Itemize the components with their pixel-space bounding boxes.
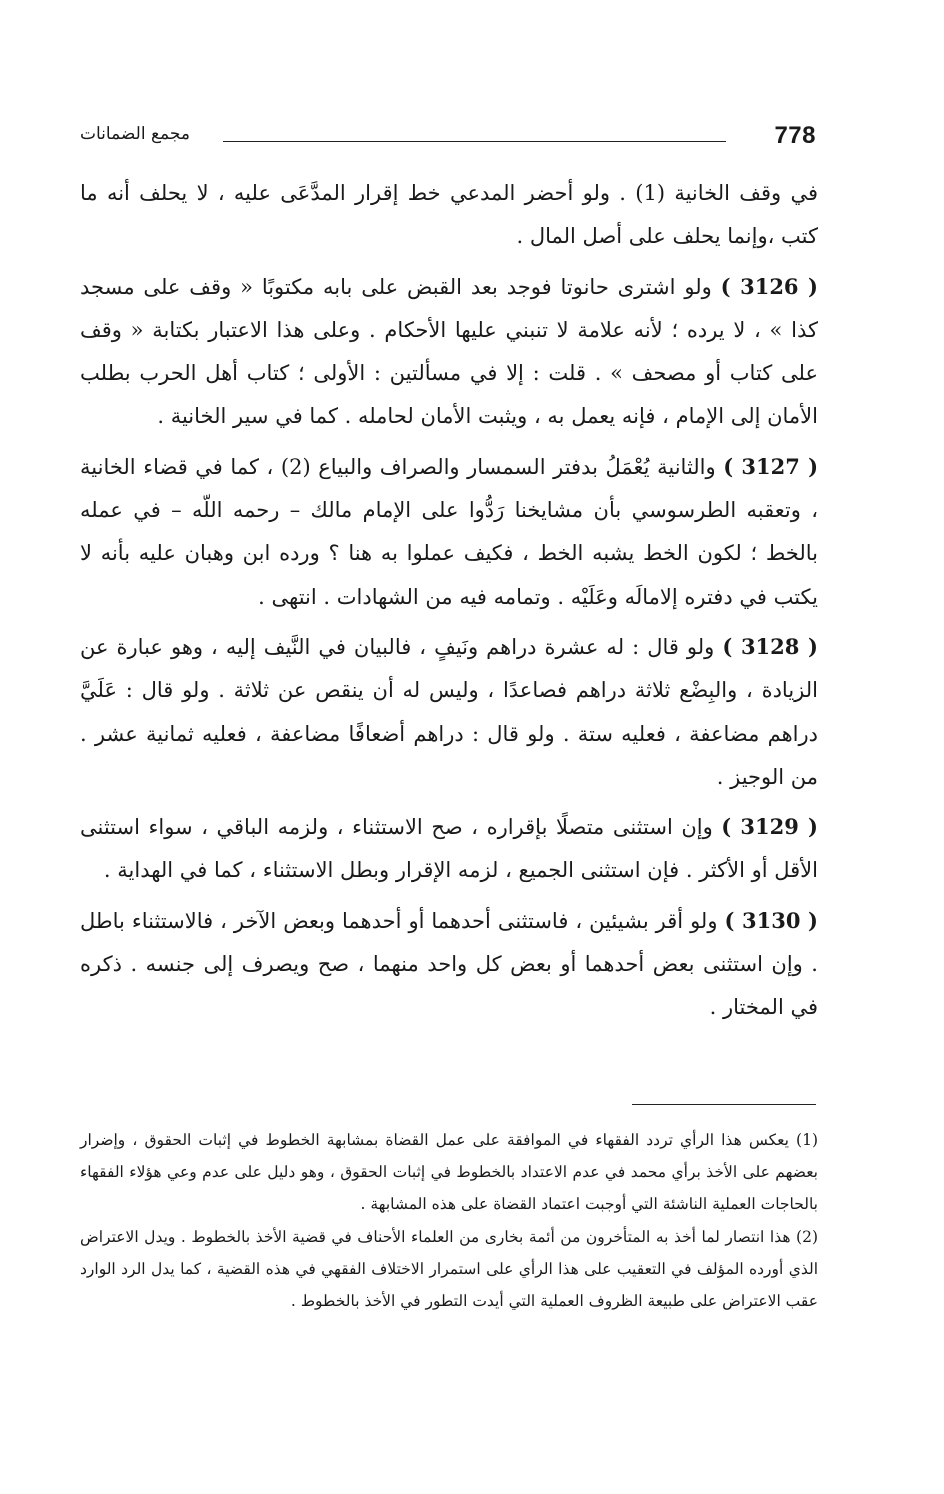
paragraph-text: في وقف الخانية (1) . ولو أحضر المدعي خط إقرار المدَّعَى عليه ، لا يحلف أنه ما كتب ،وإنما يحلف على أصل المال . [80, 181, 818, 249]
paragraph-number: ( 3128 ) [722, 633, 818, 659]
footnote-separator [632, 1104, 816, 1105]
paragraph-3128 [80, 625, 818, 799]
paragraph-number: ( 3126 ) [720, 273, 818, 299]
paragraph-number: ( 3129 ) [721, 814, 818, 840]
paragraph-number: ( 3130 ) [724, 907, 818, 933]
running-title: مجمع الضمانات [80, 124, 190, 144]
header-rule [223, 141, 726, 142]
paragraph-text: والثانية يُعْمَلُ بدفتر السمسار والصراف والبياع (2) ، كما في قضاء الخانية ، وتعقبه الطرسوسي بأن مشايخنا رَدُّوا على الإمام مالك – رحمه اللّه – في عمله بالخط ؛ لكون الخط يشبه الخط ، فكيف عملوا به هنا ؟ ورده ابن وهبان عليه بأنه لا يكتب في دفتره إلامالَه وعَلَيْه . وتمامه فيه من الشهادات . انتهى . [80, 454, 818, 609]
footnote-2: (2) هذا انتصار لما أخذ به المتأخرون من أئمة بخارى من العلماء الأحناف في قضية الأخذ بالخطوط . ويدل الاعتراض الذي أورده المؤلف في التعقيب على هذا الرأي على استمرار الاختلاف الفقهي في هذه القضية ، كما يدل الرد الوارد عقب الاعتراض على طبيعة الظروف العملية التي أيدت التطور في الأخذ بالخطوط . [80, 1227, 818, 1311]
page-number: 778 [774, 122, 816, 149]
paragraph-number: ( 3127 ) [723, 453, 819, 479]
paragraph-text: ولو قال : له عشرة دراهم ونَيفٍ ، فالبيان في النَّيف إليه ، وهو عبارة عن الزيادة ، والبِضْع ثلاثة دراهم فصاعدًا ، وليس له أن ينقص عن ثلاثة . ولو قال : عَلَيَّ دراهم مضاعفة ، فعليه ستة . ولو قال : دراهم أضعافًا مضاعفة ، فعليه ثمانية عشر . من الوجيز . [80, 634, 818, 789]
paragraph-text: ولو أقر بشيئين ، فاستثنى أحدهما أو أحدهما وبعض الآخر ، فالاستثناء باطل . وإن استثنى بعض أحدهما أو بعض كل واحد منهما ، صح ويصرف إلى جنسه . ذكره في المختار . [80, 908, 818, 1020]
paragraph-3129 [80, 805, 818, 893]
paragraph-3127 [80, 445, 818, 619]
footnotes [80, 1124, 818, 1317]
paragraph-3126 [80, 265, 818, 439]
paragraph-3130 [80, 899, 818, 1030]
paragraph [80, 172, 818, 259]
main-text [80, 172, 818, 1030]
paragraph-text: وإن استثنى متصلًا بإقراره ، صح الاستثناء ، ولزمه الباقي ، سواء استثنى الأقل أو الأكثر . فإن استثنى الجميع ، لزمه الإقرار وبطل الاستثناء ، كما في الهداية . [80, 815, 818, 883]
page-header [80, 122, 820, 158]
paragraph-text: ولو اشترى حانوتا فوجد بعد القبض على بابه مكتوبًا « وقف على مسجد كذا » ، لا يرده ؛ لأنه علامة لا تنبني عليها الأحكام . وعلى هذا الاعتبار بكتابة « وقف على كتاب أو مصحف » . قلت : إلا في مسألتين : الأولى ؛ كتاب أهل الحرب بطلب الأمان إلى الإمام ، فإنه يعمل به ، ويثبت الأمان لحامله . كما في سير الخانية . [80, 274, 818, 429]
footnote-1: (1) يعكس هذا الرأي تردد الفقهاء في الموافقة على عمل القضاة بمشابهة الخطوط في إثبات الحقوق ، وإضرار بعضهم على الأخذ برأي محمد في عدم الاعتداد بالخطوط في إثبات الحقوق ، وهو دليل على عدم وعي هؤلاء الفقهاء بالحاجات العملية الناشئة التي أوجبت اعتماد القضاة على هذه المشابهة . [80, 1131, 818, 1214]
